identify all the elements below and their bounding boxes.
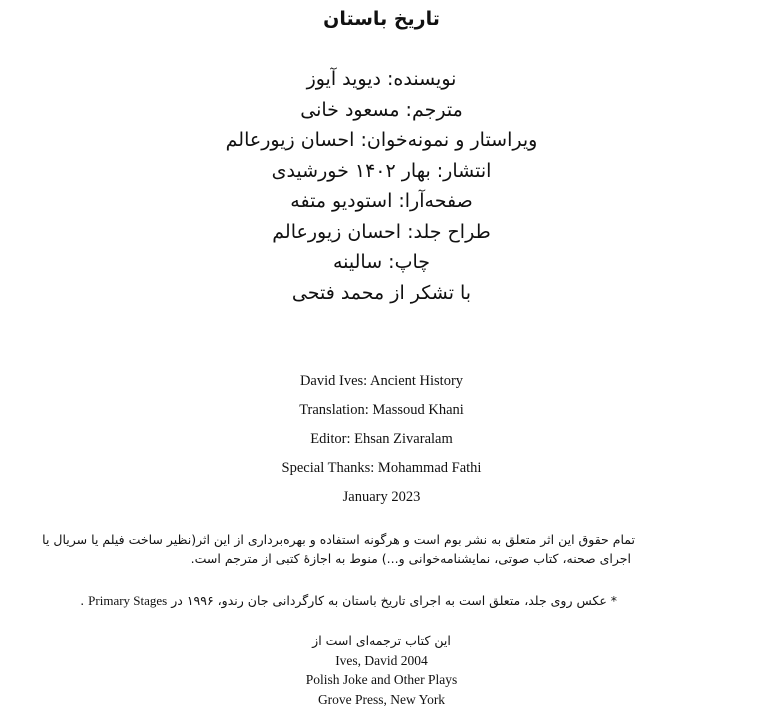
credit-printing: چاپ: سالینه bbox=[332, 251, 430, 273]
english-credits bbox=[0, 367, 763, 512]
credit-translator: مترجم: مسعود خانی bbox=[300, 98, 463, 121]
persian-credits bbox=[0, 64, 763, 308]
credit-publication-date: انتشار: بهار ۱۴۰۲ خورشیدی bbox=[271, 159, 492, 182]
cover-note-text: * عکس روی جلد، متعلق است به اجرای تاریخ باستان به کارگردانی جان رندو، ۱۹۹۶ در bbox=[171, 593, 617, 608]
credit-thanks: با تشکر از محمد فتحی bbox=[291, 281, 472, 304]
copyright-line-1: تمام حقوق این اثر متعلق به نشر بوم است و هرگونه استفاده و بهره‌برداری از این اثر(نظیر ساخت فیلم یا سریال یا bbox=[42, 532, 635, 547]
source-author-year: Ives, David 2004 bbox=[335, 652, 428, 668]
english-credit-translation: Translation: Massoud Khani bbox=[299, 402, 464, 418]
credit-author: نویسنده: دیوید آیوز bbox=[306, 68, 457, 90]
source-info bbox=[0, 631, 763, 709]
source-intro: این کتاب ترجمه‌ای است از bbox=[312, 633, 451, 648]
credit-cover-designer: طراح جلد: احسان زیورعالم bbox=[272, 220, 491, 243]
source-book-title: Polish Joke and Other Plays bbox=[305, 672, 458, 687]
book-title: تاریخ باستان bbox=[323, 8, 440, 30]
cover-photo-note bbox=[40, 591, 617, 611]
credit-editor: ویراستار و نمونه‌خوان: احسان زیورعالم bbox=[225, 129, 538, 151]
english-credit-thanks: Special Thanks: Mohammad Fathi bbox=[281, 460, 482, 476]
cover-note-venue: Primary Stages bbox=[88, 593, 168, 608]
credit-layout: صفحه‌آرا: استودیو متفه bbox=[290, 190, 473, 212]
english-credit-editor: Editor: Ehsan Zivaralam bbox=[310, 431, 453, 447]
copyright-line-2: اجرای صحنه، کتاب صوتی، نمایشنامه‌خوانی و...) منوط به اجازهٔ کتبی از مترجم است. bbox=[190, 551, 631, 566]
source-publisher: Grove Press, New York bbox=[317, 691, 446, 707]
english-credit-date: January 2023 bbox=[342, 489, 421, 505]
cover-note-end: . bbox=[80, 593, 85, 608]
english-credit-title: David Ives: Ancient History bbox=[299, 373, 464, 389]
copyright-notice bbox=[42, 530, 635, 568]
